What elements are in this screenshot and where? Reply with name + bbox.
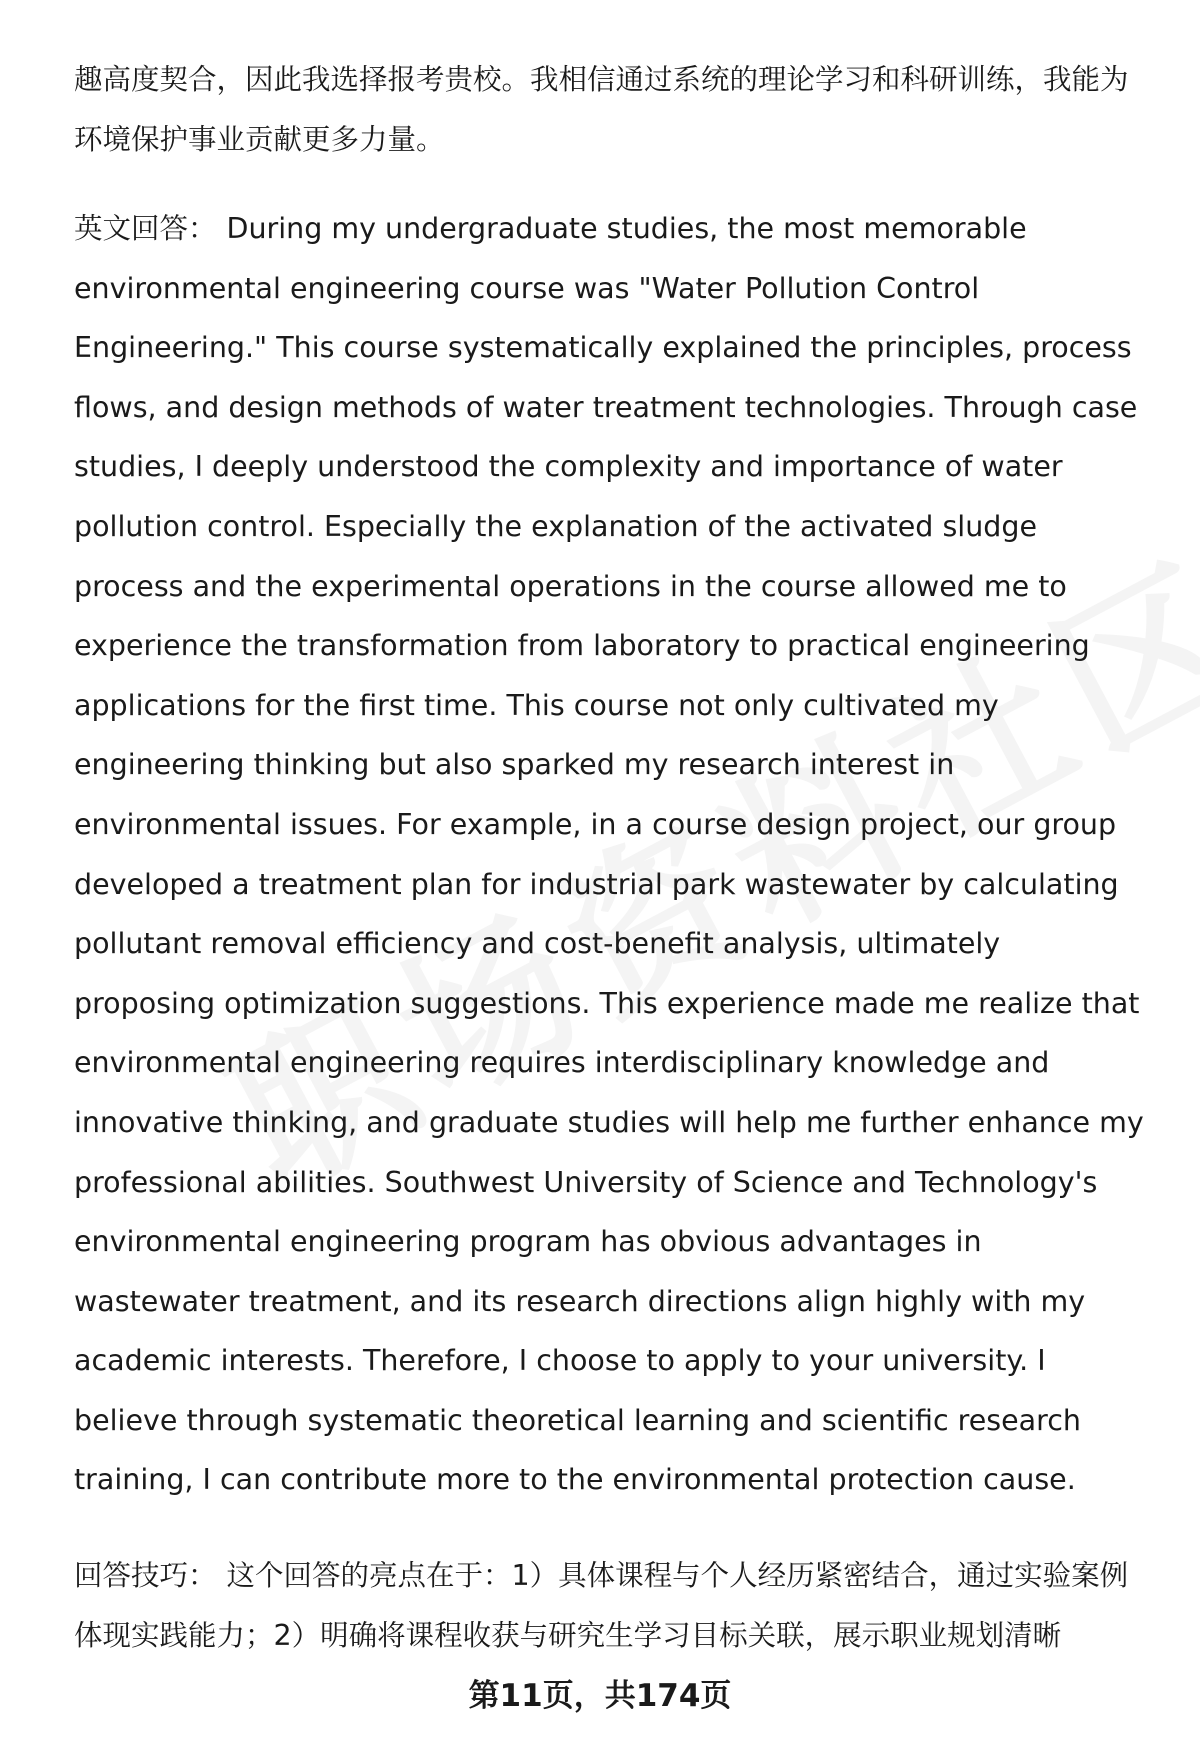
english-answer-text: During my undergraduate studies, the most memorable environmental engineering course was "Water Pollution Control Engineering." This course systematically explained the principles, process flows, and design methods of water treatment technologies. Through case studies, I deeply understood the complexity and importance of water pollution control. Especially the explanation of the activated sludge process and the experimental operations in the course allowed me to experience the transformation from laboratory to practical engineering applications for the first time. This course not only cultivated my engineering thinking but also sparked my research interest in environmental issues. For example, in a course design project, our group developed a treatment plan for industrial park wastewater by calculating pollutant removal efficiency and cost-benefit analysis, ultimately proposing optimization suggestions. This experience made me realize that environmental engineering requires interdisciplinary knowledge and innovative thinking, and graduate studies will help me further enhance my professional abilities. Southwest University of Science and Technology's environmental engineering program has obvious advantages in wastewater treatment, and its research directions align highly with my academic interests. Therefore, I choose to apply to your university. I believe through systematic theoretical learning and scientific research training, I can contribute more to the environmental protection cause. <box>74 212 1144 1497</box>
page-number-footer: 第11页，共174页 <box>468 1678 732 1714</box>
chinese-answer-continuation: 趣高度契合，因此我选择报考贵校。我相信通过系统的理论学习和科研训练，我能为环境保护事业贡献更多力量。 <box>74 63 1129 156</box>
answer-tips-paragraph <box>74 1546 1146 1665</box>
english-answer-paragraph <box>74 199 1146 1510</box>
answer-tips-text: 这个回答的亮点在于：1）具体课程与个人经历紧密结合，通过实验案例体现实践能力；2）明确将课程收获与研究生学习目标关联，展示职业规划清晰 <box>74 1559 1129 1652</box>
english-answer-label: 英文回答： <box>74 212 217 245</box>
answer-tips-label: 回答技巧： <box>74 1559 217 1592</box>
